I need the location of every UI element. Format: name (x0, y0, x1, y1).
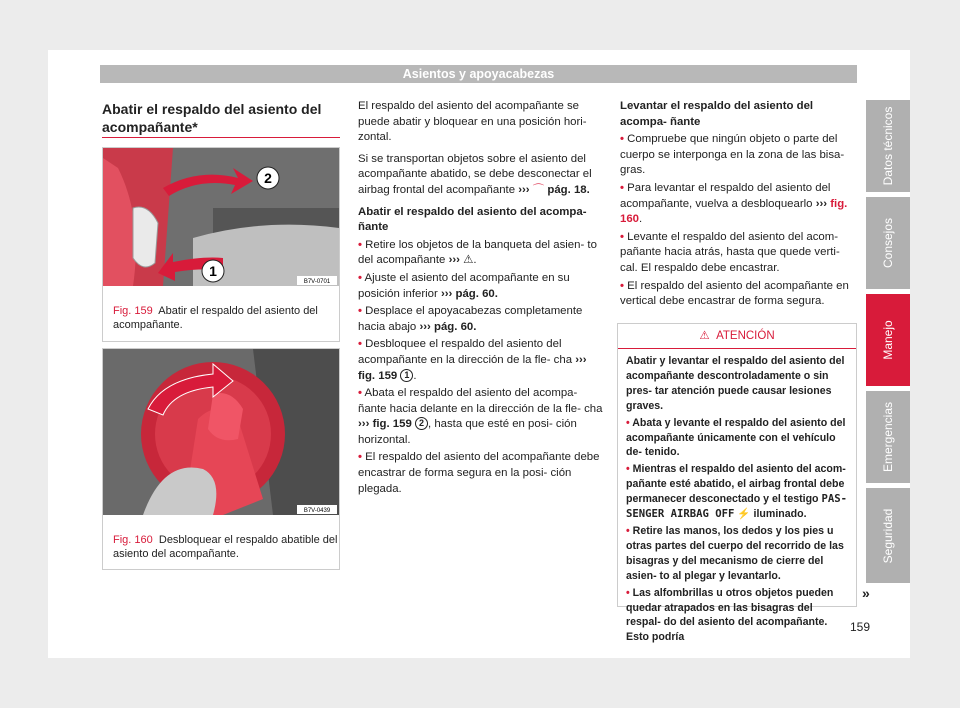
seat-fold-illustration (103, 148, 339, 286)
airbag-icon: ⌒ (532, 183, 545, 196)
tab-datos-tecnicos[interactable]: Datos técnicos (866, 100, 910, 192)
list-item: • Ajuste el asiento del acompañante en su posición inferior ››› pág. 60. (358, 271, 570, 300)
section-title: Abatir el respaldo del asiento del acompañante* (102, 101, 322, 135)
list-item: • Compruebe que ningún objeto o parte del cuerpo se interponga en la zona de las bisa- gras. (620, 133, 845, 177)
warning-body (618, 349, 856, 652)
figure-link[interactable]: fig. 159 (372, 418, 412, 431)
warning-item: • Retire las manos, los dedos y los pies u otras partes del cuerpo del recorrido de las bisagras y del mecanismo de cierre del asien- to al plegar y levantarlo. (626, 524, 844, 582)
seat-fold-image (103, 148, 339, 286)
warning-item: • Mientras el respaldo del asiento del acom- pañante esté abatido, el airbag frontal debe permanecer desconectado y el testigo PAS- SENGER AIRBAG OFF ⚡ iluminado. (626, 463, 847, 521)
figure-159 (102, 147, 340, 342)
seat-unlock-image (103, 349, 339, 515)
page-link[interactable]: pág. 60. (455, 287, 498, 300)
right-column (620, 99, 857, 316)
title-rule (102, 137, 340, 138)
page-link[interactable]: pág. 60. (434, 320, 477, 333)
list-item: • El respaldo del asiento del acompañante debe encastrar de forma segura en la posi- ción plegada. (358, 451, 600, 495)
list-item: • Abata el respaldo del asiento del acompa- ñante hacia delante en la dirección de la fle- cha ››› fig. 159 2 , hasta que esté en posi- ción horizontal. (358, 387, 603, 446)
list-item: • Levante el respaldo del asiento del acom- pañante hacia atrás, hasta que quede verti- cal. El respaldo debe encastrar. (620, 230, 840, 274)
page-number: 159 (850, 620, 871, 634)
middle-column (358, 99, 603, 503)
intro-text: El respaldo del asiento del acompañante se puede abatir y bloquear en una posición hori- zontal. (358, 100, 587, 144)
figure-caption: Fig. 160 Desbloquear el respaldo abatible del asiento del acompañante. (113, 534, 338, 560)
airbag-off-icon: ⚡ (737, 508, 751, 521)
figure-160 (102, 348, 340, 570)
figure-link[interactable]: fig. 159 (358, 369, 398, 382)
list-item: • Para levantar el respaldo del asiento del acompañante, vuelva a desbloquearlo ››› fig. 160. (620, 181, 848, 226)
figure-code: B7V-0439 (303, 508, 331, 514)
list-item: • El respaldo del asiento del acompañante en vertical debe encastrar de forma segura. (620, 279, 849, 308)
tab-emergencias[interactable]: Emergencias (866, 391, 910, 483)
subheading: Levantar el respaldo del asiento del acompa- ñante (620, 100, 814, 128)
warning-header: ⚠ ATENCIÓN (618, 324, 856, 349)
warning-intro: Abatir y levantar el respaldo del asiento del acompañante descontroladamente o sin pres- tar atención puede causar lesiones graves. (626, 355, 845, 412)
page-header: Asientos y apoyacabezas (100, 65, 857, 83)
callout-2: 2 (264, 170, 272, 186)
warning-box (617, 323, 857, 644)
subheading: Abatir el respaldo del asiento del acompa- ñante (358, 205, 587, 234)
continue-arrow: » (862, 585, 870, 601)
warning-icon: ⚠ (463, 254, 474, 267)
list-item: • Desbloquee el respaldo del asiento del acompañante en la dirección de la fle- cha ››› fig. 159 1 . (358, 338, 587, 382)
warning-icon: ⚠ (699, 330, 710, 342)
figure-code: B7V-0701 (303, 279, 331, 285)
list-item: • Retire los objetos de la banqueta del asien- to del acompañante ››› ⚠. (358, 238, 597, 267)
airbag-paragraph: Si se transportan objetos sobre el asiento del acompañante abatido, se debe desconectar el airbag frontal del acompañante ››› ⌒ pág. 18. (358, 152, 592, 196)
warning-item: • Las alfombrillas u otros objetos pueden quedar atrapados en las bisagras del respal- do del asiento del acompañante. Esto podría (626, 586, 834, 644)
list-item: • Desplace el apoyacabezas completamente hacia abajo ››› pág. 60. (358, 305, 583, 333)
callout-1: 1 (209, 263, 217, 279)
seat-unlock-illustration (103, 349, 339, 515)
figure-caption: Fig. 159 Abatir el respaldo del asiento del acompañante. (113, 305, 318, 331)
tab-manejo[interactable]: Manejo (866, 294, 910, 386)
warning-item: • Abata y levante el respaldo del asiento del acompañante únicamente con el vehículo de- tenido. (626, 416, 846, 459)
page-link[interactable]: pág. 18. (547, 183, 590, 196)
figure-link[interactable]: fig. 160 (620, 197, 848, 226)
tab-consejos[interactable]: Consejos (866, 197, 910, 289)
tab-seguridad[interactable]: Seguridad (866, 488, 910, 583)
